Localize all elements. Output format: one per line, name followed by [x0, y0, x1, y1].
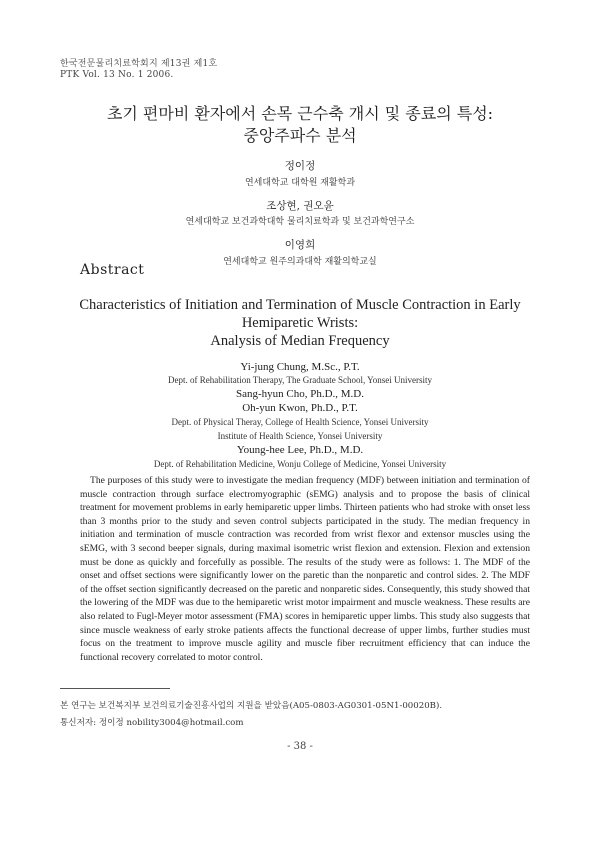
english-author-4-affiliation: Dept. of Rehabilitation Medicine, Wonju College of Medicine, Yonsei University [153, 459, 447, 469]
corresponding-author-footnote: 통신저자: 정이정 nobility3004@hotmail.com [60, 718, 244, 728]
english-author-3-affiliation-2: Institute of Health Science, Yonsei University [217, 431, 383, 441]
journal-header-english: PTK Vol. 13 No. 1 2006. [60, 70, 174, 80]
korean-title-line-2: 중앙주파수 분석 [243, 126, 357, 145]
korean-author-3-name: 이영희 [284, 239, 316, 251]
abstract-heading: Abstract [80, 262, 145, 278]
english-author-3-affiliation-1: Dept. of Physical Theray, College of Health Science, Yonsei University [171, 417, 429, 427]
english-author-4-name: Young-hee Lee, Ph.D., M.D. [236, 444, 364, 456]
english-title-line-3: Analysis of Median Frequency [210, 333, 390, 349]
english-author-1-affiliation: Dept. of Rehabilitation Therapy, The Graduate School, Yonsei University [167, 375, 433, 385]
english-title-line-1: Characteristics of Initiation and Termination of Muscle Contraction in Early [79, 297, 521, 313]
korean-author-3-affiliation: 연세대학교 원주의과대학 재활의학교실 [223, 257, 377, 267]
english-author-2-name: Sang-hyun Cho, Ph.D., M.D. [235, 388, 365, 400]
english-author-3-name: Oh-yun Kwon, Ph.D., P.T. [242, 402, 358, 414]
funding-footnote: 본 연구는 보건복지부 보건의료기술진흥사업의 지원을 받았음(A05-0803-AG0301-05N1-00020B). [60, 701, 443, 711]
korean-author-1-affiliation: 연세대학교 대학원 재활학과 [244, 178, 356, 188]
footnote-divider [60, 688, 170, 689]
korean-title-line-1: 초기 편마비 환자에서 손목 근수축 개시 및 종료의 특성: [106, 104, 494, 123]
abstract-body: The purposes of this study were to investigate the median frequency (MDF) between initiation and termination of muscle contraction through surface electromyographic (sEMG) analysis and to propose the basis of clinical treatment for movement problems in early hemiparetic upper limbs. Thirteen patients who had stroke with onset less than 3 months prior to the study and seven control subjects participated in the study. The median frequency in initiation and termination of muscle contraction was recorded from wrist flexor and extensor muscles using the sEMG, with 3 second beeper signals, during maximal isometric wrist flexion and extension. Flexion and extension must be done as quickly and forcefully as possible. The results of the study were as follows: 1. The MDF of the onset and offset sections were significantly lower on the paretic than the nonparetic and control sides. 2. The MDF of the offset section significantly decreased on the paretic and nonparetic sides. Consequently, this study showed that the lowering of the MDF was due to the hemiparetic wrist motor impairment and muscle weakness. These results are also related to Fugl-Meyer motor assessment (FMA) scores in hemiparetic upper limbs. This study also suggests that since muscle weakness of early stroke patients affects the functional decrease of upper limbs, further studies must focus on the treatment to improve muscle agility and muscle fiber recruitment efficiency that can induce the functional recovery correlated to motor control. [80, 475, 530, 663]
journal-header-korean: 한국전문물리치료학회지 제13권 제1호 [60, 59, 218, 69]
english-title-line-2: Hemiparetic Wrists: [241, 315, 359, 331]
page-number: - 38 - [287, 741, 313, 752]
english-author-1-name: Yi-jung Chung, M.Sc., P.T. [240, 361, 360, 373]
korean-author-1-name: 정이정 [284, 160, 316, 172]
korean-author-2-affiliation: 연세대학교 보건과학대학 물리치료학과 및 보건과학연구소 [185, 217, 415, 227]
korean-author-2-name: 조상현, 권오윤 [266, 200, 334, 212]
